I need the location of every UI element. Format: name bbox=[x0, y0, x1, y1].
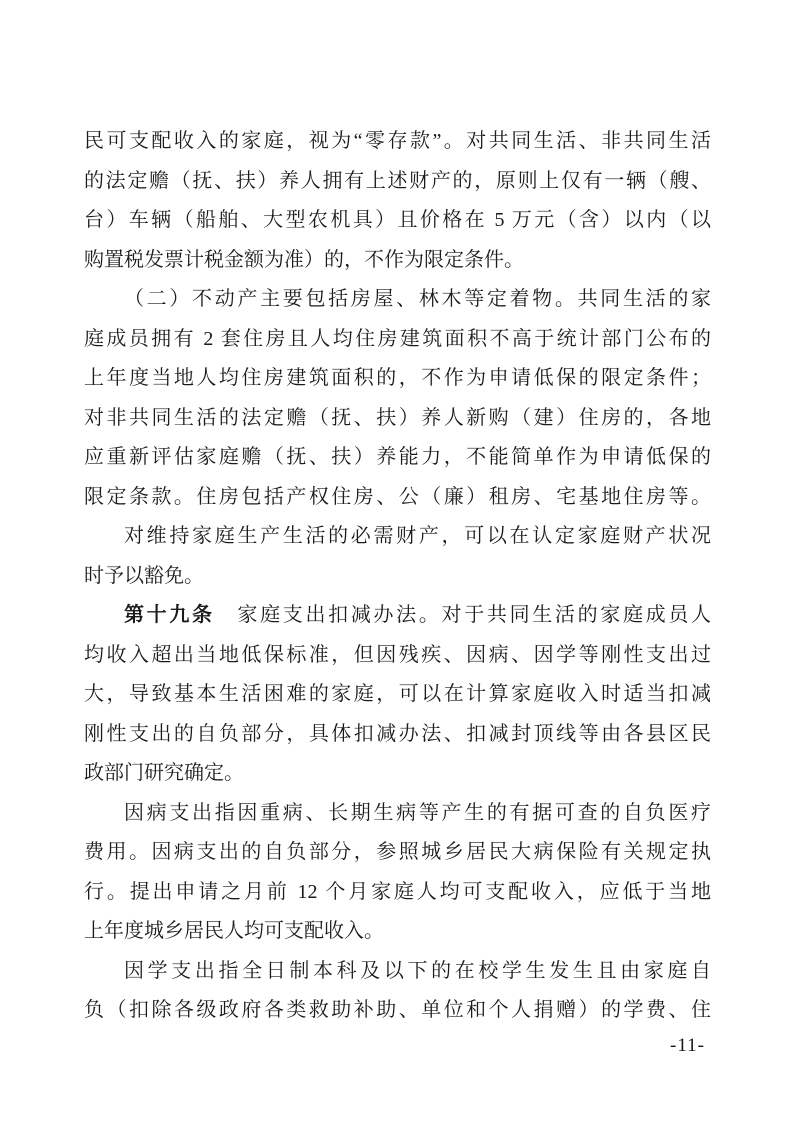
text-line bbox=[84, 478, 711, 518]
text-line-content: （二）不动产主要包括房屋、林木等定着物。共同生活的家 bbox=[124, 288, 711, 310]
text-line bbox=[84, 280, 711, 320]
text-line bbox=[84, 912, 711, 952]
text-line bbox=[84, 596, 711, 636]
text-line-content: 台）车辆（船舶、大型农机具）且价格在 5 万元（含）以内（以 bbox=[84, 209, 711, 231]
text-line bbox=[84, 438, 711, 478]
text-line bbox=[84, 557, 711, 597]
text-line bbox=[84, 991, 711, 1031]
text-line-content: 均收入超出当地低保标准，但因残疾、因病、因学等刚性支出过 bbox=[84, 643, 711, 666]
text-line-content: 庭成员拥有 2 套住房且人均住房建筑面积不高于统计部门公布的 bbox=[84, 327, 711, 350]
text-line-content: 上年度城乡居民人均可支配收入。 bbox=[84, 920, 384, 942]
text-line bbox=[84, 952, 711, 992]
text-line bbox=[84, 201, 711, 241]
text-line-content: 应重新评估家庭赡（抚、扶）养能力，不能简单作为申请低保的 bbox=[84, 446, 711, 468]
text-line-content: 因病支出指因重病、长期生病等产生的有据可查的自负医疗 bbox=[124, 801, 711, 824]
text-line-content: 对非共同生活的法定赡（抚、扶）养人新购（建）住房的，各地 bbox=[84, 406, 711, 429]
document-body bbox=[84, 122, 711, 1031]
text-line bbox=[84, 873, 711, 913]
text-line bbox=[84, 636, 711, 676]
text-line bbox=[84, 715, 711, 755]
text-line bbox=[84, 399, 711, 439]
text-line bbox=[84, 833, 711, 873]
text-line-content: 上年度当地人均住房建筑面积的，不作为申请低保的限定条件； bbox=[84, 367, 711, 389]
text-line bbox=[84, 675, 711, 715]
text-line-content: 民可支配收入的家庭，视为“零存款”。对共同生活、非共同生活 bbox=[84, 130, 711, 152]
text-line-content: 对维持家庭生产生活的必需财产，可以在认定家庭财产状况 bbox=[124, 525, 711, 547]
text-line-content: 费用。因病支出的自负部分，参照城乡居民大病保险有关规定执 bbox=[84, 841, 711, 863]
text-line-content: 时予以豁免。 bbox=[84, 564, 204, 587]
text-line bbox=[84, 517, 711, 557]
text-line-content: 政部门研究确定。 bbox=[84, 762, 244, 784]
article-number-label: 第十九条 bbox=[124, 604, 215, 626]
text-line-content: 负（扣除各级政府各类救助补助、单位和个人捐赠）的学费、住 bbox=[84, 999, 711, 1021]
text-line-content: 限定条款。住房包括产权住房、公（廉）租房、宅基地住房等。 bbox=[84, 485, 711, 508]
text-line-content: 大，导致基本生活困难的家庭，可以在计算家庭收入时适当扣减 bbox=[84, 683, 711, 705]
text-line-content: 购置税发票计税金额为准）的，不作为限定条件。 bbox=[84, 248, 524, 271]
text-line bbox=[84, 162, 711, 202]
text-line bbox=[84, 122, 711, 162]
text-line bbox=[84, 754, 711, 794]
text-line bbox=[84, 320, 711, 360]
text-line bbox=[84, 241, 711, 281]
text-line-content: 行。提出申请之月前 12 个月家庭人均可支配收入，应低于当地 bbox=[84, 880, 711, 903]
text-line-content: 的法定赡（抚、扶）养人拥有上述财产的，原则上仅有一辆（艘、 bbox=[84, 169, 711, 192]
text-line-content: 因学支出指全日制本科及以下的在校学生发生且由家庭自 bbox=[124, 959, 711, 982]
text-line bbox=[84, 794, 711, 834]
text-line-content: 刚性支出的自负部分，具体扣减办法、扣减封顶线等由各县区民 bbox=[84, 722, 711, 745]
text-line bbox=[84, 359, 711, 399]
page-number: -11- bbox=[670, 1035, 705, 1056]
text-line-content: 家庭支出扣减办法。对于共同生活的家庭成员人 bbox=[214, 604, 712, 626]
